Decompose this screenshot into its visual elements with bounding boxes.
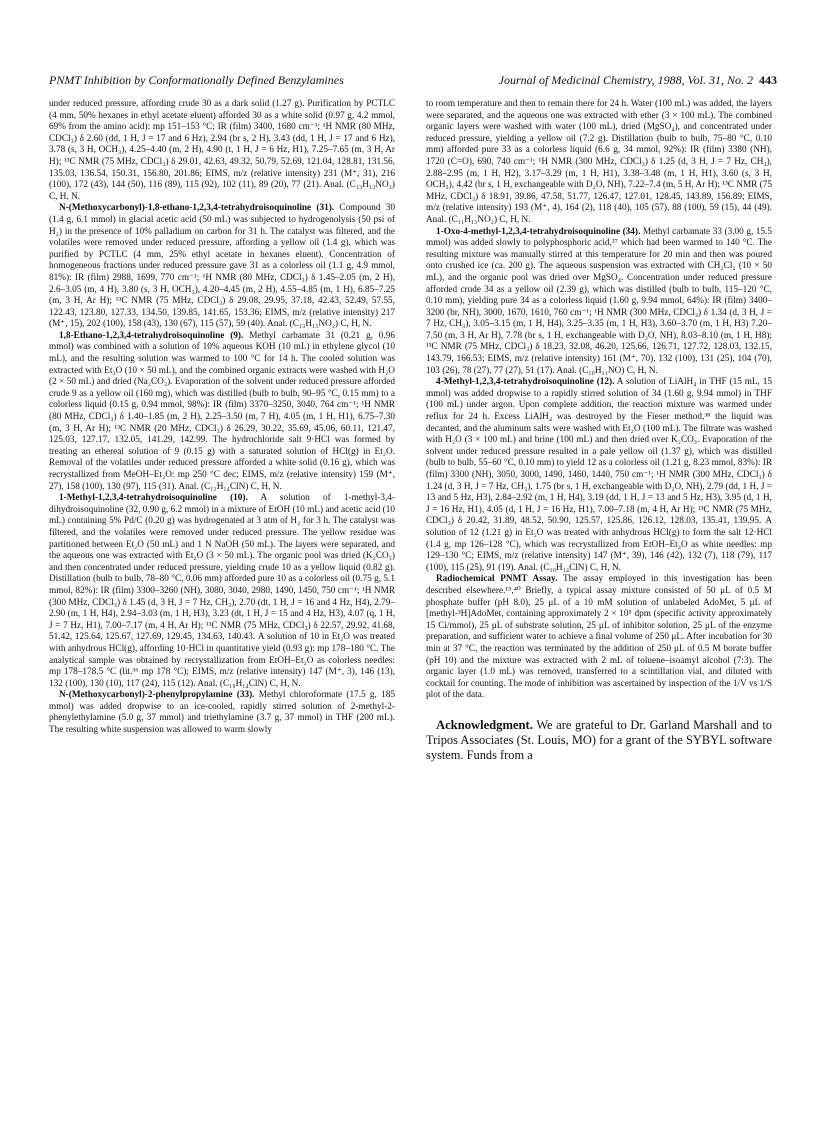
paragraph-text: Methyl chloroformate (17.5 g, 185 mmol) was added dropwise to an ice-cooled, rapidly stirred solution of 2-methyl-2-phenylethylamine (5.0 g, 37 mmol) and triethylamine (3.7 g, 37 mmol) in THF (200 mL). The resulting white suspension was allowed to warm slowly <box>49 690 395 736</box>
section-heading: 4-Methyl-1,2,3,4-tetrahydroisoquinoline (12). <box>436 377 615 388</box>
paragraph <box>49 203 395 331</box>
section-heading: 1-Methyl-1,2,3,4-tetrahydroisoquinoline (10). <box>59 493 248 504</box>
right-column <box>426 99 772 763</box>
paragraph-text: A solution of LiAlH₄ in THF (15 mL, 15 mmol) was added dropwise to a rapidly stirred solution of 34 (1.60 g, 9.94 mmol) in THF (100 mL) under argon. Upon complete addition, the reaction mixture was warmed under reflux for 24 h. Excess LiAlH₄ was destroyed by the Fieser method,³⁸ the liquid was decanted, and the aluminum salts were washed with Et₂O (100 mL). The filtrate was washed with H₂O (3 × 100 mL) and brine (100 mL) and then dried over K₂CO₃. Evaporation of the solvent under reduced pressure resulted in a pale yellow oil (1.37 g), which was distilled (bulb to bulb, 55–60 °C, 0.10 mm) to yield 12 as a colorless oil (1.21 g, 8.23 mmol, 83%): IR (film) 3300 (NH), 3050, 3000, 1490, 1460, 1440, 750 cm⁻¹; ¹H NMR (300 MHz, CDCl₃) δ 1.24 (d, 3 H, J = 7 Hz, CH₃), 1.75 (br s, 1 H, exchangeable with D₂O, NH), 2.79 (dd, 1 H, J = 13 and 5 Hz, H3), 2.84–2.92 (m, 1 H, H4), 3.19 (dd, 1 H, J = 13 and 5 Hz, H3), 3.95 (d, 1 H, J = 16 Hz, H1), 4.05 (d, 1 H, J = 16 Hz, H1), 7.00–7.18 (m, 4 H, Ar H); ¹³C NMR (75 MHz, CDCl₃) δ 20.42, 31.89, 48.52, 50.90, 125.57, 125.86, 126.12, 128.03, 135.41, 139.95. A solution of 12 (1.21 g) in Et₂O was treated with anhydrous HCl(g) to form the salt 12·HCl (1.4 g, mp 126–128 °C), which was recrystallized from EtOH–Et₂O as white needles: mp 129–130 °C; EIMS, m/z (relative intensity) 147 (M⁺, 39), 146 (42), 132 (7), 118 (79), 117 (100), 115 (25), 91 (19). Anal. (C₁₀H₁₄ClN) C, H, N. <box>426 377 772 573</box>
running-head-journal <box>499 73 777 87</box>
journal-citation: Journal of Medicinal Chemistry, 1988, Vol. 31, No. 2 <box>498 73 753 87</box>
section-heading: N-(Methoxycarbonyl)-2-phenylpropylamine (33). <box>59 690 255 701</box>
page-number: 443 <box>759 73 777 87</box>
paragraph-text: Methyl carbamate 31 (0.21 g, 0.96 mmol) was combined with a solution of 10% aqueous KOH (10 mL) in ethylene glycol (10 mL), and the resulting solution was warmed to 100 °C for 14 h. The cooled solution was extracted with Et₂O (10 × 50 mL), and the combined organic extracts were washed with H₂O (2 × 50 mL) and dried (Na₂CO₃). Evaporation of the solvent under reduced pressure afforded crude 9 as a yellow oil (160 mg), which was distilled (bulb to bulb, 90–95 °C, 0.15 mm) to a colorless liquid (0.15 g, 0.94 mmol, 98%): IR (film) 3370–3250, 3040, 764 cm⁻¹; ¹H NMR (80 MHz, CDCl₃) δ 1.40–1.85 (m, 2 H), 2.25–3.50 (m, 7 H), 4.05 (m, 1 H, H1), 6.75–7.30 (m, 3 H, Ar H); ¹³C NMR (20 MHz, CDCl₃) δ 26.29, 30.22, 35.69, 45.06, 60.11, 121.47, 125.03, 127.17, 132.05, 141.29, 142.99. The hydrochloride salt 9·HCl was formed by treating an ethereal solution of 9 (0.15 g) with a saturated solution of HCl(g) in Et₂O. Removal of the volatiles under reduced pressure afforded a white solid (0.16 g), which was recrystallized from MeOH–Et₂O: mp 250 °C dec; EIMS, m/z (relative intensity) 159 (M⁺, 27), 158 (100), 130 (97), 115 (31). Anal. (C₁₁H₁₄ClN) C, H, N. <box>49 330 395 492</box>
paragraph <box>49 331 395 493</box>
paragraph-text: Methyl carbamate 33 (3.00 g, 15.5 mmol) was added slowly to polyphosphoric acid,³⁷ which had been warmed to 140 °C. The resulting mixture was manually stirred at this temperature for 20 min and then was poured onto crushed ice (ca. 200 g). The aqueous suspension was extracted with CH₂Cl₂ (10 × 50 mL), and the organic pool was dried over MgSO₄. Concentration under reduced pressure afforded crude 34 as a yellow oil (2.39 g), which was distilled (bulb to bulb, 115–120 °C, 0.10 mm), yielding pure 34 as a colorless liquid (1.60 g, 9.94 mmol, 64%): IR (film) 3400–3200 (br, NH), 3000, 1670, 1610, 760 cm⁻¹; ¹H NMR (300 MHz, CDCl₃) δ 1.34 (d, 3 H, J = 7 Hz, CH₃), 3.05–3.15 (m, 1 H, H4), 3.25–3.35 (m, 1 H, H3), 3.60–3.70 (m, 1 H, H3) 7.20–7.50 (m, 3 H, Ar H), 7.78 (br s, 1 H, exchangeable with D₂O, NH), 8.03–8.10 (m, 1 H, H8); ¹³C NMR (75 MHz, CDCl₃) δ 18.23, 32.08, 46.20, 125.66, 126.71, 127.72, 128.03, 132.15, 143.79, 166.53; EIMS, m/z (relative intensity) 161 (M⁺, 70), 132 (100), 131 (25), 104 (70), 103 (26), 78 (27), 77 (27), 51 (17). Anal. (C₁₀H₁₁NO) C, H, N. <box>426 226 772 376</box>
paragraph <box>49 99 395 203</box>
paragraph <box>426 377 772 574</box>
paragraph-text: under reduced pressure, affording crude 30 as a dark solid (1.27 g). Purification by PCTLC (4 mm, 50% hexanes in ethyl acetate eluent) afforded 30 as a white solid (0.97 g, 4.2 mmol, 69% from the amino acid): mp 151–153 °C; IR (film) 3400, 1680 cm⁻¹; ¹H NMR (80 MHz, CDCl₃) δ 2.60 (dd, 1 H, J = 17 and 6 Hz), 2.94 (br s, 2 H), 3.43 (dd, 1 H, J = 17 and 6 Hz), 3.78 (s, 3 H, OCH₃), 4.25–4.40 (m, 2 H), 4.90 (t, 1 H, J = 6 Hz, H1), 7.25–7.65 (m, 3 H, Ar H); ¹³C NMR (75 MHz, CDCl₃) δ 29.01, 42.63, 49.32, 50.79, 52.69, 121.04, 128.81, 131.56, 135.03, 136.54, 150.31, 156.80, 201.86; EIMS, m/z (relative intensity) 231 (M⁺, 31), 216 (100), 172 (43), 144 (50), 116 (89), 115 (92), 102 (11), 89 (20), 77 (21). Anal. (C₁₃H₁₃NO₃) C, H, N. <box>49 99 395 202</box>
paragraph <box>426 227 772 378</box>
running-head-title: PNMT Inhibition by Conformationally Defined Benzylamines <box>49 73 344 87</box>
section-heading: N-(Methoxycarbonyl)-1,8-ethano-1,2,3,4-tetrahydroisoquinoline (31). <box>59 203 335 214</box>
paragraph-text: Compound 30 (1.4 g, 6.1 mmol) in glacial acetic acid (50 mL) was subjected to hydrogenolysis (50 psi of H₂) in the presence of 10% palladium on carbon for 31 h. The catalyst was filtered, and the volatiles were removed under reduced pressure, affording a yellow oil (1.4 g), which was purified by PCTLC (4 mm, 25% ethyl acetate in hexanes eluent). Concentration of homogeneous fractions under reduced pressure gave 31 as a colorless oil (1.1 g, 4.9 mmol, 81%): IR (film) 2988, 1699, 770 cm⁻¹; ¹H NMR (80 MHz, CDCl₃) δ 1.45–2.05 (m, 2 H), 2.6–3.05 (m, 4 H), 3.80 (s, 3 H, OCH₃), 4.20–4.45 (m, 2 H), 4.55–4.85 (m, 1 H), 6.85–7.25 (m, 3 H, Ar H); ¹³C NMR (75 MHz, CDCl₃) δ 29.08, 29.95, 37.18, 42.43, 52.49, 57.55, 122.43, 123.80, 127.33, 134.50, 139.85, 141.65, 153.36; EIMS, m/z (relative intensity) 217 (M⁺, 15), 202 (100), 158 (43), 130 (67), 115 (57), 59 (40). Anal. (C₁₃H₁₅NO₂) C, H, N. <box>49 203 396 330</box>
acknowledgment <box>426 718 772 763</box>
paragraph-text: to room temperature and then to remain there for 24 h. Water (100 mL) was added, the layers were separated, and the aqueous one was extracted with ether (3 × 100 mL). The combined organic layers were washed with water (100 mL), dried (MgSO₄), and concentrated under reduced pressure, yielding a yellow oil (7.2 g). Distillation (bulb to bulb, 75–80 °C, 0.10 mm) afforded pure 33 as a colorless liquid (6.6 g, 34 mmol, 92%): IR (film) 3380 (NH), 1720 (C=O), 690, 740 cm⁻¹; ¹H NMR (300 MHz, CDCl₃) δ 1.25 (d, 3 H, J = 7 Hz, CH₃), 2.88–2.95 (m, 1 H, H2), 3.17–3.29 (m, 1 H, H1), 3.38–3.48 (m, 1 H, H1), 3.60 (s, 3 H, OCH₃), 4.42 (br s, 1 H, exchangeable with D₂O, NH), 7.22–7.4 (m, 5 H, Ar H); ¹³C NMR (75 MHz, CDCl₃) δ 18.91, 39.86, 47.58, 51.77, 126.47, 127.01, 128.45, 143.89, 156.89; EIMS, m/z (relative intensity) 193 (M⁺, 4), 164 (2), 118 (40), 105 (57), 88 (100), 59 (15), 44 (49). Anal. (C₁₁H₁₅NO₂) C, H, N. <box>426 99 772 225</box>
left-column <box>49 99 395 737</box>
section-heading: Radiochemical PNMT Assay. <box>436 574 558 585</box>
section-heading: 1-Oxo-4-methyl-1,2,3,4-tetrahydroisoquinoline (34). <box>436 226 641 237</box>
paragraph-text: The assay employed in this investigation has been described elsewhere.¹⁹,⁴⁰ Briefly, a typical assay mixture consisted of 50 μL of 0.5 M phosphate buffer (pH 8.0), 25 μL of a 10 mM solution of unlabeled AdoMet, 5 μL of [methyl-³H]AdoMet, containing approximately 2 × 10⁵ dpm (specific activity approximately 15 Ci/mmol), 25 μL of substrate solution, 25 μL of inhibitor solution, 25 μL of the enzyme preparation, and sufficient water to achieve a final volume of 250 μL. After incubation for 30 min at 37 °C, the reaction was terminated by the addition of 250 μL of 0.5 M borate buffer (pH 10) and the mixture was extracted with 2 mL of toluene–isoamyl alcohol (7:3). The organic layer (1.0 mL) was removed, transferred to a scintillation vial, and diluted with cocktail for counting. The mode of inhibition was ascertained by inspection of the 1/V vs 1/S plot of the data. <box>426 574 773 701</box>
acknowledgment-heading: Acknowledgment. <box>436 717 533 732</box>
paragraph <box>426 99 772 227</box>
paragraph <box>426 574 772 702</box>
section-heading: 1,8-Ethano-1,2,3,4-tetrahydroisoquinoline (9). <box>59 330 244 341</box>
paragraph <box>49 493 395 690</box>
paragraph <box>49 690 395 736</box>
acknowledgment-text: We are grateful to Dr. Garland Marshall and to Tripos Associates (St. Louis, MO) for a grant of the SYBYL software system. Funds from a <box>426 717 773 762</box>
paragraph-text: A solution of 1-methyl-3,4-dihydroisoquinoline (32, 0.90 g, 6.2 mmol) in a mixture of EtOH (10 mL) and acetic acid (10 mL) containing 5% Pd/C (0.20 g) was hydrogenated at 3 atm of H₂ for 3 h. The catalyst was filtered, and the volatiles were removed under reduced pressure. The yellow residue was partitioned between Et₂O (50 mL) and 1 N NaOH (50 mL). The layers were separated, and the aqueous one was extracted with Et₂O (3 × 50 mL). The organic pool was dried (K₂CO₃) and then concentrated under reduced pressure, yielding crude 10 as a yellow liquid (0.82 g). Distillation (bulb to bulb, 78–80 °C, 0.06 mm) afforded pure 10 as a colorless oil (0.75 g, 5.1 mmol, 82%): IR (film) 3300–3260 (NH), 3080, 3040, 2980, 1490, 1450, 750 cm⁻¹; ¹H NMR (300 MHz, CDCl₃) δ 1.45 (d, 3 H, J = 7 Hz, CH₃), 2.70 (dt, 1 H, J = 16 and 4 Hz, H4), 2.79–2.90 (m, 1 H, H4), 2.94–3.03 (m, 1 H, H3), 3.23 (dt, 1 H, J = 15 and 4 Hz, H3), 4.07 (q, 1 H, J = 7 Hz, H1), 7.00–7.17 (m, 4 H, Ar H); ¹³C NMR (75 MHz, CDCl₃) δ 22.57, 29.92, 41.68, 51.42, 125.64, 125.67, 127.69, 129.45, 134.63, 140.43. A solution of 10 in Et₂O was treated with anhydrous HCl(g), affording 10·HCl in quantitative yield (0.93 g): mp 178–180 °C. The analytical sample was obtained by recrystallization from EtOH–Et₂O as colorless needles: mp 178–178.5 °C (lit.³⁶ mp 178 °C); EIMS, m/z (relative intensity) 147 (M⁺, 3), 146 (13), 132 (100), 130 (10), 117 (24), 115 (12). Anal. (C₁₀H₁₄ClN) C, H, N. <box>49 493 395 689</box>
